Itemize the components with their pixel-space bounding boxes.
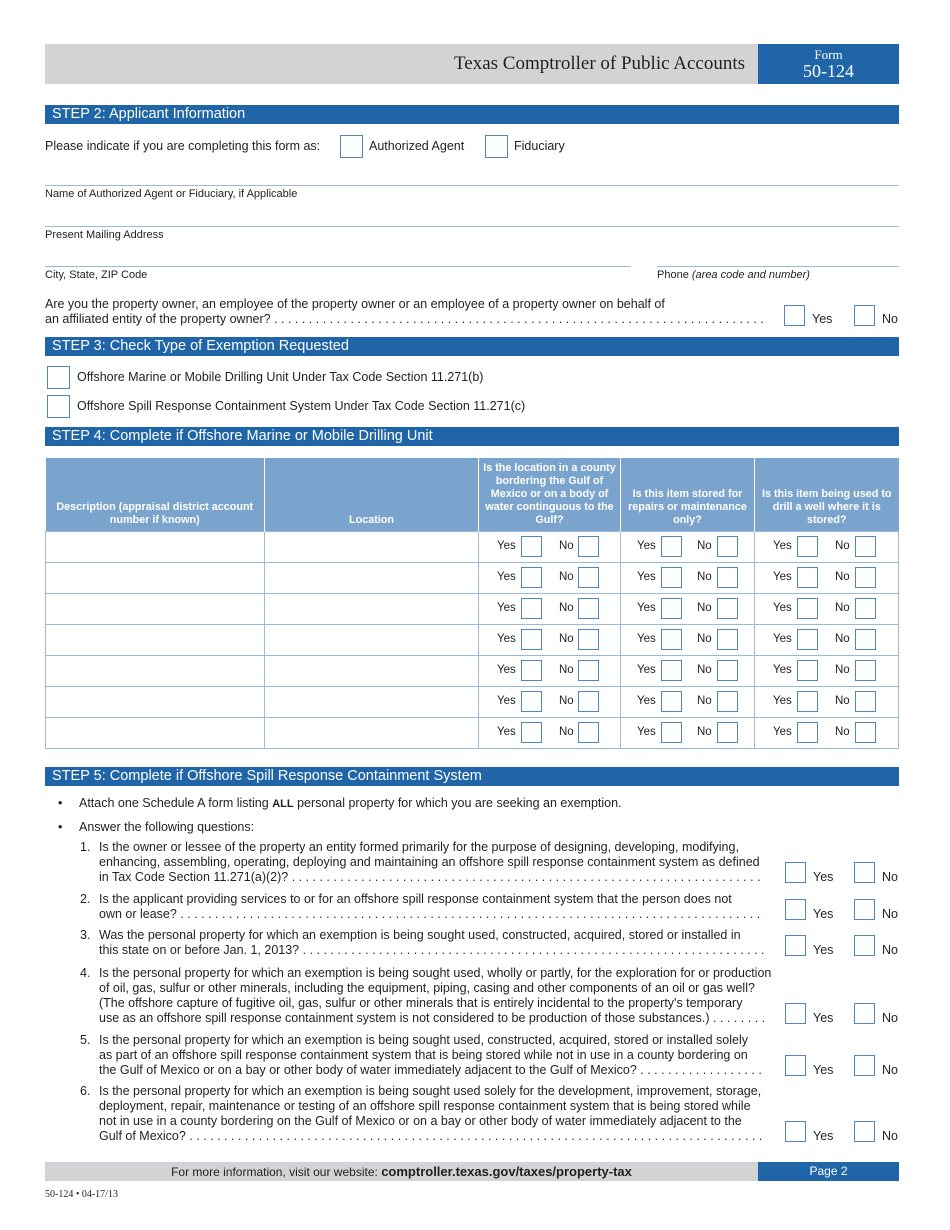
stored-cell — [621, 624, 755, 655]
location-cell[interactable] — [265, 531, 479, 562]
question-line: as part of an offshore spill response containment system that is being stored while not in use in a county bordering on — [99, 1048, 748, 1062]
drill-yes-checkbox[interactable] — [797, 629, 818, 650]
gulf-yes-checkbox[interactable] — [521, 536, 542, 557]
no-label: No — [559, 663, 574, 676]
yes-label: Yes — [773, 725, 792, 738]
agency-title: Texas Comptroller of Public Accounts — [453, 53, 745, 74]
question-line: own or lease? . . . — [99, 907, 765, 922]
owner-no-label: No — [882, 312, 898, 326]
instruction-answer: • Answer the following questions: — [45, 820, 622, 835]
question-1-no-checkbox[interactable] — [854, 862, 875, 883]
page-number: Page 2 — [758, 1162, 899, 1181]
drill-yes-checkbox[interactable] — [797, 691, 818, 712]
owner-question-line1: Are you the property owner, an employee of the property owner or an employee of a property owner on behalf of — [45, 297, 665, 311]
question-6-yes-label: Yes — [813, 1129, 834, 1143]
gulf-yes-checkbox[interactable] — [521, 722, 542, 743]
question-line: in Tax Code Section 11.271(a)(2)? . . . — [99, 870, 765, 885]
drill-cell — [755, 593, 899, 624]
col-description: Description (appraisal district account number if known) — [46, 458, 265, 531]
gulf-no-checkbox[interactable] — [578, 722, 599, 743]
question-number: 6. — [80, 1084, 91, 1098]
no-label: No — [559, 725, 574, 738]
no-label: No — [697, 601, 712, 614]
drill-cell — [755, 624, 899, 655]
description-cell[interactable] — [46, 686, 265, 717]
question-4-yes-label: Yes — [813, 1011, 834, 1025]
question-2-no-label: No — [882, 907, 898, 921]
phone-hint: (area code and number) — [691, 269, 810, 281]
drilling-unit-checkbox[interactable] — [47, 366, 70, 389]
gulf-no-checkbox[interactable] — [578, 629, 599, 650]
question-3-no-label: No — [882, 943, 898, 957]
no-label: No — [697, 539, 712, 552]
description-cell[interactable] — [46, 531, 265, 562]
table-row — [46, 624, 899, 655]
table-row — [46, 593, 899, 624]
question-5-yes-checkbox[interactable] — [785, 1055, 806, 1076]
drill-no-checkbox[interactable] — [855, 567, 876, 588]
no-label: No — [697, 694, 712, 707]
question-line: Is the owner or lessee of the property an entity formed primarily for the purpose of designing, developing, modifying, — [99, 840, 739, 854]
no-label: No — [559, 539, 574, 552]
gulf-no-checkbox[interactable] — [578, 691, 599, 712]
gulf-no-checkbox[interactable] — [578, 567, 599, 588]
drill-yes-checkbox[interactable] — [797, 567, 818, 588]
stored-no-checkbox[interactable] — [717, 629, 738, 650]
drill-yes-checkbox[interactable] — [797, 598, 818, 619]
stored-no-checkbox[interactable] — [717, 567, 738, 588]
stored-yes-checkbox[interactable] — [661, 629, 682, 650]
owner-yes-label: Yes — [812, 312, 833, 326]
no-label: No — [559, 570, 574, 583]
no-label: No — [835, 539, 850, 552]
stored-cell — [621, 531, 755, 562]
drill-no-checkbox[interactable] — [855, 722, 876, 743]
form-label: Form — [814, 47, 843, 62]
question-6-yes-checkbox[interactable] — [785, 1121, 806, 1142]
indicate-prompt: Please indicate if you are completing this form as: — [45, 139, 321, 153]
location-cell[interactable] — [265, 562, 479, 593]
description-cell[interactable] — [46, 562, 265, 593]
yes-label: Yes — [773, 632, 792, 645]
no-label: No — [697, 663, 712, 676]
question-number: 2. — [80, 892, 91, 906]
no-label: No — [835, 663, 850, 676]
question-4-no-checkbox[interactable] — [854, 1003, 875, 1024]
form-code: 50-124 • 04-17/13 — [45, 1189, 118, 1200]
yes-label: Yes — [497, 663, 516, 676]
yes-label: Yes — [773, 601, 792, 614]
question-number: 5. — [80, 1033, 91, 1047]
yes-label: Yes — [497, 632, 516, 645]
drill-cell — [755, 717, 899, 748]
form-number: 50-124 — [803, 61, 854, 81]
question-2-yes-label: Yes — [813, 907, 834, 921]
footer-info: For more information, visit our website: comptroller.texas.gov/taxes/property-tax — [171, 1164, 632, 1179]
stored-cell — [621, 562, 755, 593]
table-row — [46, 562, 899, 593]
spill-system-label: Offshore Spill Response Containment System Under Tax Code Section 11.271(c) — [77, 399, 526, 413]
no-label: No — [835, 601, 850, 614]
step5-title: STEP 5: Complete if Offshore Spill Response Containment System — [45, 767, 899, 786]
stored-cell — [621, 717, 755, 748]
question-3-yes-label: Yes — [813, 943, 834, 957]
stored-cell — [621, 686, 755, 717]
yes-label: Yes — [637, 539, 656, 552]
question-3-no-checkbox[interactable] — [854, 935, 875, 956]
gulf-yes-checkbox[interactable] — [521, 567, 542, 588]
website-link[interactable]: comptroller.texas.gov/taxes/property-tax — [381, 1164, 632, 1179]
question-2-yes-checkbox[interactable] — [785, 899, 806, 920]
description-cell[interactable] — [46, 717, 265, 748]
question-line: Was the personal property for which an exemption is being sought used, constructed, acquired, stored or installed in — [99, 928, 741, 942]
city-field-label: City, State, ZIP Code — [45, 269, 148, 281]
drill-cell — [755, 562, 899, 593]
question-line: the Gulf of Mexico or on a bay or other body of water immediately adjacent to the Gulf of Mexico? . . . — [99, 1063, 765, 1078]
owner-yes-checkbox[interactable] — [784, 305, 805, 326]
stored-no-checkbox[interactable] — [717, 691, 738, 712]
gulf-yes-checkbox[interactable] — [521, 598, 542, 619]
gulf-cell — [479, 531, 621, 562]
authorized-agent-checkbox[interactable] — [340, 135, 363, 158]
yes-label: Yes — [637, 601, 656, 614]
yes-label: Yes — [497, 570, 516, 583]
drill-no-checkbox[interactable] — [855, 598, 876, 619]
step4-title: STEP 4: Complete if Offshore Marine or Mobile Drilling Unit — [45, 427, 899, 446]
question-1-yes-label: Yes — [813, 870, 834, 884]
question-5-yes-label: Yes — [813, 1063, 834, 1077]
yes-label: Yes — [637, 570, 656, 583]
address-field-label: Present Mailing Address — [45, 229, 164, 241]
location-cell[interactable] — [265, 717, 479, 748]
spill-system-checkbox[interactable] — [47, 395, 70, 418]
name-field-label: Name of Authorized Agent or Fiduciary, if Applicable — [45, 188, 298, 200]
no-label: No — [835, 725, 850, 738]
gulf-cell — [479, 717, 621, 748]
stored-yes-checkbox[interactable] — [661, 567, 682, 588]
instruction-schedule-a: • Attach one Schedule A form listing ALL personal property for which you are seeking an exemption. — [45, 796, 622, 812]
description-cell[interactable] — [46, 593, 265, 624]
question-number: 4. — [80, 966, 91, 980]
question-line: Gulf of Mexico? . . . — [99, 1129, 765, 1144]
location-cell[interactable] — [265, 686, 479, 717]
question-6-no-label: No — [882, 1129, 898, 1143]
table-row — [46, 686, 899, 717]
drill-no-checkbox[interactable] — [855, 536, 876, 557]
question-number: 3. — [80, 928, 91, 942]
location-cell[interactable] — [265, 655, 479, 686]
question-line: enhancing, assembling, operating, deploying and maintaining an offshore spill response containment system as defined — [99, 855, 760, 869]
name-field[interactable] — [45, 185, 899, 186]
question-line: Is the personal property for which an exemption is being sought used solely for the development, improvement, storage, — [99, 1084, 762, 1098]
fiduciary-checkbox[interactable] — [485, 135, 508, 158]
col-gulf: Is the location in a county bordering the Gulf of Mexico or on a body of water continguous to the Gulf? — [479, 458, 621, 531]
drill-no-checkbox[interactable] — [855, 660, 876, 681]
phone-label: Phone — [657, 269, 689, 281]
yes-label: Yes — [637, 694, 656, 707]
gulf-cell — [479, 655, 621, 686]
phone-field[interactable] — [657, 266, 899, 267]
phone-field-label — [657, 269, 810, 282]
form-number-box — [758, 44, 899, 84]
drilling-unit-label: Offshore Marine or Mobile Drilling Unit Under Tax Code Section 11.271(b) — [77, 370, 484, 384]
stored-no-checkbox[interactable] — [717, 536, 738, 557]
drill-no-checkbox[interactable] — [855, 629, 876, 650]
city-field[interactable] — [45, 266, 631, 267]
question-4-no-label: No — [882, 1011, 898, 1025]
step2-title: STEP 2: Applicant Information — [45, 105, 899, 124]
description-cell[interactable] — [46, 655, 265, 686]
yes-label: Yes — [773, 694, 792, 707]
step5-instructions — [45, 796, 622, 835]
question-1-yes-checkbox[interactable] — [785, 862, 806, 883]
question-line: (The offshore capture of fugitive oil, gas, sulfur or other minerals that is entirely incidental to the property's temporary — [99, 996, 743, 1010]
question-line: of oil, gas, sulfur or other minerals, including the equipment, piping, casing and other components of an oil or gas well? — [99, 981, 755, 995]
drill-cell — [755, 531, 899, 562]
drill-cell — [755, 655, 899, 686]
stored-yes-checkbox[interactable] — [661, 598, 682, 619]
question-5-no-label: No — [882, 1063, 898, 1077]
drill-yes-checkbox[interactable] — [797, 722, 818, 743]
gulf-no-checkbox[interactable] — [578, 660, 599, 681]
question-5-no-checkbox[interactable] — [854, 1055, 875, 1076]
address-field[interactable] — [45, 226, 899, 227]
drill-cell — [755, 686, 899, 717]
gulf-no-checkbox[interactable] — [578, 598, 599, 619]
step3-title: STEP 3: Check Type of Exemption Requested — [45, 337, 899, 356]
yes-label: Yes — [637, 725, 656, 738]
no-label: No — [697, 725, 712, 738]
gulf-cell — [479, 593, 621, 624]
question-3-yes-checkbox[interactable] — [785, 935, 806, 956]
col-drill: Is this item being used to drill a well where it is stored? — [755, 458, 899, 531]
drill-no-checkbox[interactable] — [855, 691, 876, 712]
stored-no-checkbox[interactable] — [717, 598, 738, 619]
yes-label: Yes — [497, 725, 516, 738]
gulf-yes-checkbox[interactable] — [521, 691, 542, 712]
col-location: Location — [265, 458, 479, 531]
yes-label: Yes — [497, 601, 516, 614]
owner-no-checkbox[interactable] — [854, 305, 875, 326]
gulf-yes-checkbox[interactable] — [521, 629, 542, 650]
question-line: not in use in a county bordering on the Gulf of Mexico or on a bay or other body of water immediately adjacent to the — [99, 1114, 742, 1128]
col-stored: Is this item stored for repairs or maintenance only? — [621, 458, 755, 531]
location-cell[interactable] — [265, 593, 479, 624]
drilling-unit-table — [45, 458, 899, 749]
stored-yes-checkbox[interactable] — [661, 536, 682, 557]
no-label: No — [835, 632, 850, 645]
table-row — [46, 531, 899, 562]
authorized-agent-label: Authorized Agent — [369, 139, 465, 153]
question-line: use as an offshore spill response containment system is not considered to be production of those substances.) . . . — [99, 1011, 765, 1026]
fiduciary-label: Fiduciary — [514, 139, 565, 153]
stored-yes-checkbox[interactable] — [661, 660, 682, 681]
no-label: No — [697, 570, 712, 583]
yes-label: Yes — [637, 632, 656, 645]
no-label: No — [559, 601, 574, 614]
question-1-no-label: No — [882, 870, 898, 884]
no-label: No — [697, 632, 712, 645]
no-label: No — [835, 694, 850, 707]
yes-label: Yes — [773, 570, 792, 583]
no-label: No — [559, 694, 574, 707]
question-6-no-checkbox[interactable] — [854, 1121, 875, 1142]
yes-label: Yes — [637, 663, 656, 676]
question-line: deployment, repair, maintenance or testing of an offshore spill response containment system that is being stored while — [99, 1099, 751, 1113]
yes-label: Yes — [497, 694, 516, 707]
yes-label: Yes — [497, 539, 516, 552]
description-cell[interactable] — [46, 624, 265, 655]
stored-no-checkbox[interactable] — [717, 722, 738, 743]
question-line: Is the personal property for which an exemption is being sought used, wholly or partly, for the exploration for or production — [99, 966, 772, 980]
question-2-no-checkbox[interactable] — [854, 899, 875, 920]
owner-question-line2: an affiliated entity of the property owner? . . . — [45, 312, 765, 327]
no-label: No — [835, 570, 850, 583]
stored-cell — [621, 593, 755, 624]
gulf-no-checkbox[interactable] — [578, 536, 599, 557]
drill-yes-checkbox[interactable] — [797, 536, 818, 557]
question-line: this state on or before Jan. 1, 2013? . . . — [99, 943, 765, 958]
table-row — [46, 717, 899, 748]
drill-yes-checkbox[interactable] — [797, 660, 818, 681]
question-line: Is the applicant providing services to or for an offshore spill response containment system that the person does not — [99, 892, 732, 906]
gulf-cell — [479, 624, 621, 655]
gulf-cell — [479, 686, 621, 717]
yes-label: Yes — [773, 663, 792, 676]
gulf-cell — [479, 562, 621, 593]
table-row — [46, 655, 899, 686]
gulf-yes-checkbox[interactable] — [521, 660, 542, 681]
stored-yes-checkbox[interactable] — [661, 722, 682, 743]
question-line: Is the personal property for which an exemption is being sought used, constructed, acquired, stored or installed solely — [99, 1033, 748, 1047]
no-label: No — [559, 632, 574, 645]
stored-yes-checkbox[interactable] — [661, 691, 682, 712]
question-4-yes-checkbox[interactable] — [785, 1003, 806, 1024]
stored-no-checkbox[interactable] — [717, 660, 738, 681]
yes-label: Yes — [773, 539, 792, 552]
question-number: 1. — [80, 840, 91, 854]
stored-cell — [621, 655, 755, 686]
location-cell[interactable] — [265, 624, 479, 655]
